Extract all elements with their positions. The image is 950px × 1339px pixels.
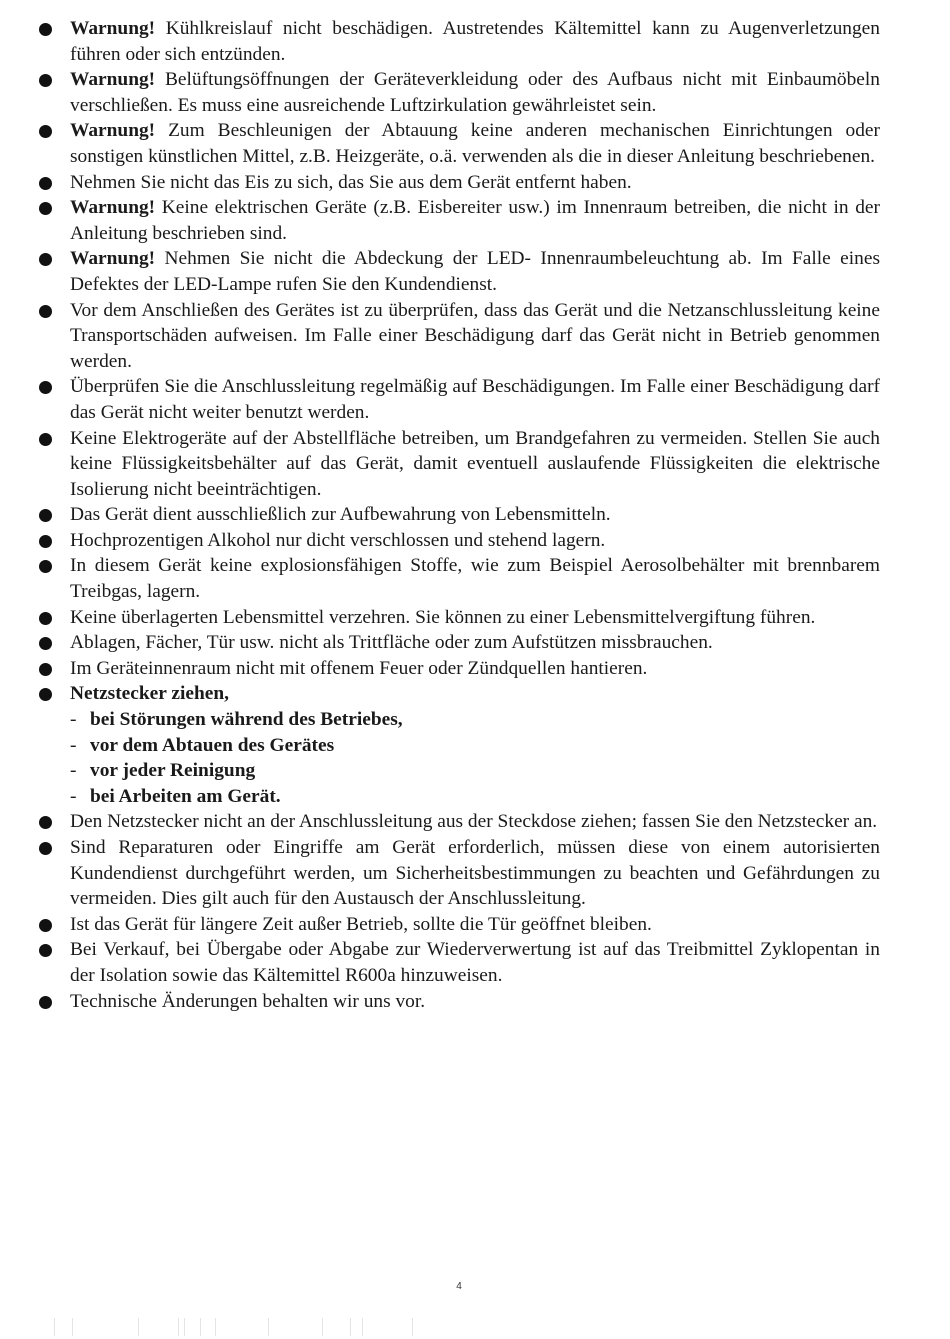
list-item [36, 16, 880, 67]
bullet-icon [39, 816, 52, 829]
dash-marker: - [70, 760, 77, 782]
bullet-icon [39, 433, 52, 446]
list-item [36, 246, 880, 297]
unplug-subitem-text: vor jeder Reinigung [90, 760, 256, 782]
unplug-list-item [36, 681, 880, 707]
bullet-icon [39, 996, 52, 1009]
item-text: Belüftungsöffnungen der Geräteverkleidung oder des Aufbaus nicht mit Einbaumöbeln verschließen. Es muss eine ausreichende Luftzirkulation gewährleistet sein. [70, 69, 880, 116]
scan-mark [184, 1318, 185, 1336]
scan-mark [215, 1318, 216, 1336]
list-item [36, 809, 880, 835]
unplug-subitem-text: vor dem Abtauen des Gerätes [90, 734, 335, 756]
bullet-icon [39, 688, 52, 701]
item-lead: Warnung! [70, 197, 156, 219]
bullet-icon [39, 305, 52, 318]
scan-mark [138, 1318, 139, 1336]
bullet-icon [39, 74, 52, 87]
scan-mark [362, 1318, 363, 1336]
scan-mark [322, 1318, 323, 1336]
list-item [36, 937, 880, 988]
bullet-icon [39, 202, 52, 215]
list-item [36, 605, 880, 631]
bullet-icon [39, 253, 52, 266]
dash-marker: - [70, 709, 77, 731]
item-text: Technische Änderungen behalten wir uns vor. [70, 990, 426, 1012]
bullet-icon [39, 637, 52, 650]
item-text: In diesem Gerät keine explosionsfähigen Stoffe, wie zum Beispiel Aerosolbehälter mit brennbarem Treibgas, lagern. [70, 555, 880, 603]
item-text: Sind Reparaturen oder Eingriffe am Gerät erforderlich, müssen diese von einem autorisierten Kundendienst durchgeführt werden, um Sicherheitsbestimmungen zu beachten und Gefährdungen zu vermeiden. Dies gilt auch für den Austausch der Anschlussleitung. [70, 837, 880, 910]
scan-mark [350, 1318, 351, 1336]
safety-instructions-list [36, 16, 880, 1014]
item-text: Nehmen Sie nicht das Eis zu sich, das Sie aus dem Gerät entfernt haben. [70, 171, 632, 193]
bullet-icon [39, 842, 52, 855]
bullet-icon [39, 23, 52, 36]
item-text: Keine überlagerten Lebensmittel verzehren. Sie können zu einer Lebensmittelvergiftung führen. [70, 606, 816, 628]
item-text: Ist das Gerät für längere Zeit außer Betrieb, sollte die Tür geöffnet bleiben. [70, 913, 652, 935]
list-item [36, 170, 880, 196]
item-text: Überprüfen Sie die Anschlussleitung regelmäßig auf Beschädigungen. Im Falle einer Beschädigung darf das Gerät nicht weiter benutzt werden. [70, 376, 880, 423]
unplug-subitem [36, 733, 880, 759]
list-item [36, 630, 880, 656]
scan-mark [200, 1318, 201, 1336]
scan-mark [412, 1318, 413, 1336]
scan-mark [54, 1318, 55, 1336]
list-item [36, 374, 880, 425]
item-text: Das Gerät dient ausschließlich zur Aufbewahrung von Lebensmitteln. [70, 504, 611, 526]
unplug-heading: Netzstecker ziehen, [70, 683, 230, 705]
list-item [36, 912, 880, 938]
scan-edge-marks [50, 1318, 450, 1336]
item-text: Kühlkreislauf nicht beschädigen. Austretendes Kältemittel kann zu Augenverletzungen führen oder sich entzünden. [70, 18, 880, 65]
item-lead: Warnung! [70, 18, 156, 39]
list-item [36, 835, 880, 912]
list-item [36, 989, 880, 1015]
unplug-subitem [36, 758, 880, 784]
list-item [36, 656, 880, 682]
list-item [36, 528, 880, 554]
bullet-icon [39, 560, 52, 573]
item-text: Keine Elektrogeräte auf der Abstellfläche betreiben, um Brandgefahren zu vermeiden. Stellen Sie auch keine Flüssigkeitsbehälter auf das Gerät, damit eventuell auslaufende Flüssigkeiten die elektrische Isolierung nicht beeinträchtigen. [70, 427, 880, 500]
unplug-subitem [36, 707, 880, 733]
list-item [36, 195, 880, 246]
item-text: Vor dem Anschließen des Gerätes ist zu überprüfen, dass das Gerät und die Netzanschlussleitung keine Transportschäden aufweisen. Im Falle einer Beschädigung darf das Gerät nicht in Betrieb genommen werden. [70, 299, 880, 372]
scan-mark [268, 1318, 269, 1336]
item-lead: Warnung! [70, 248, 156, 270]
item-lead: Warnung! [70, 69, 156, 91]
bullet-icon [39, 535, 52, 548]
bullet-icon [39, 509, 52, 522]
bullet-icon [39, 663, 52, 676]
item-text: Den Netzstecker nicht an der Anschlussleitung aus der Steckdose ziehen; fassen Sie den Netzstecker an. [70, 811, 878, 833]
item-lead: Warnung! [70, 120, 156, 142]
list-item [36, 298, 880, 375]
unplug-subitem-text: bei Arbeiten am Gerät. [90, 785, 281, 807]
bullet-icon [39, 381, 52, 394]
bullet-icon [39, 177, 52, 190]
list-item [36, 502, 880, 528]
unplug-subitem [36, 784, 880, 810]
bullet-icon [39, 125, 52, 138]
list-item [36, 553, 880, 604]
dash-marker: - [70, 785, 77, 807]
item-text: Im Geräteinnenraum nicht mit offenem Feuer oder Zündquellen hantieren. [70, 657, 648, 679]
list-item [36, 67, 880, 118]
item-text: Ablagen, Fächer, Tür usw. nicht als Trittfläche oder zum Aufstützen missbrauchen. [70, 632, 713, 654]
item-text: Bei Verkauf, bei Übergabe oder Abgabe zur Wiederverwertung ist auf das Treibmittel Zyklopentan in der Isolation sowie das Kältemittel R600a hinzuweisen. [70, 939, 880, 986]
bullet-icon [39, 919, 52, 932]
item-text: Keine elektrischen Geräte (z.B. Eisbereiter usw.) im Innenraum betreiben, die nicht in der Anleitung beschrieben sind. [70, 197, 880, 244]
item-text: Zum Beschleunigen der Abtauung keine anderen mechanischen Einrichtungen oder sonstigen künstlichen Mittel, z.B. Heizgeräte, o.ä. verwenden als die in dieser Anleitung beschriebenen. [70, 120, 880, 167]
scan-mark [72, 1318, 73, 1336]
list-item [36, 118, 880, 169]
unplug-subitem-text: bei Störungen während des Betriebes, [90, 709, 403, 731]
page-number: 4 [456, 1281, 462, 1292]
list-item [36, 426, 880, 503]
bullet-icon [39, 612, 52, 625]
item-text: Nehmen Sie nicht die Abdeckung der LED- Innenraumbeleuchtung ab. Im Falle eines Defektes der LED-Lampe rufen Sie den Kundendienst. [70, 248, 880, 295]
dash-marker: - [70, 734, 77, 756]
bullet-icon [39, 944, 52, 957]
item-text: Hochprozentigen Alkohol nur dicht verschlossen und stehend lagern. [70, 529, 606, 551]
scan-mark [178, 1318, 179, 1336]
